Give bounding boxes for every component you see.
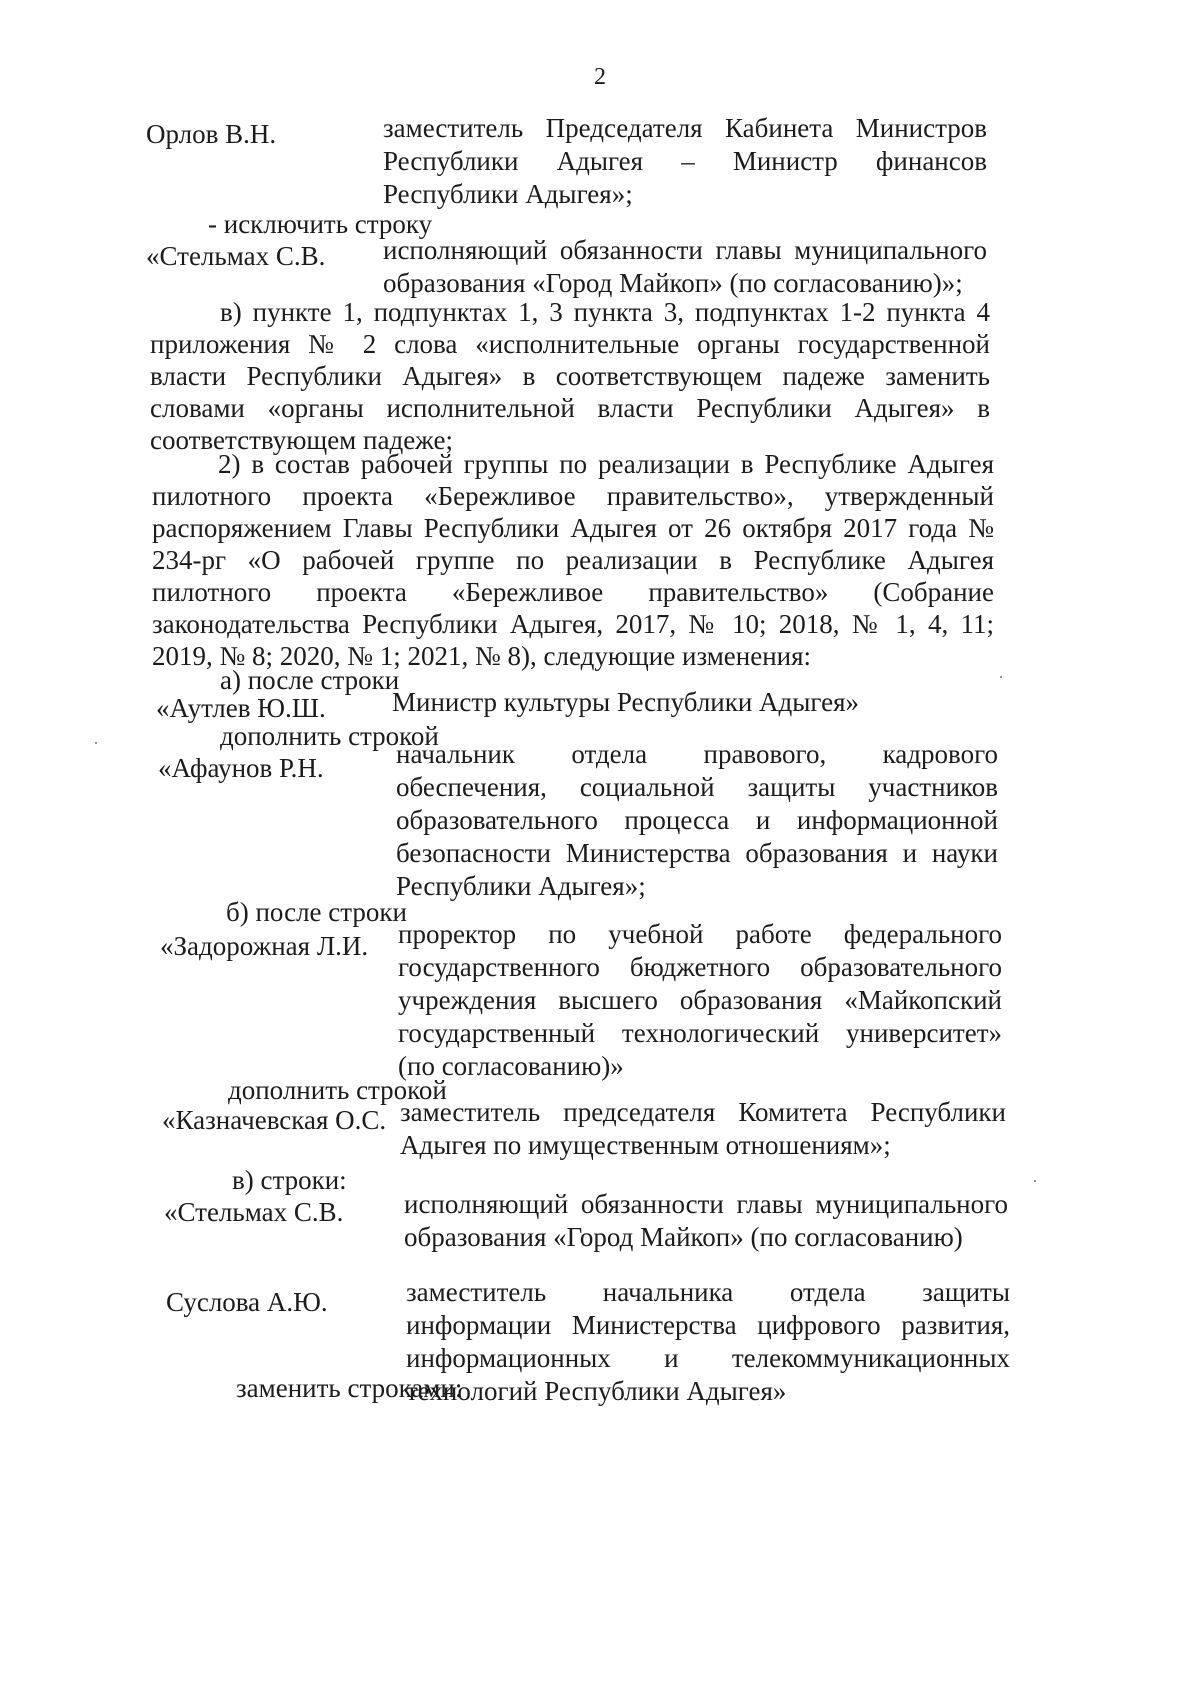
scan-speck <box>95 742 97 744</box>
scan-speck <box>1034 1180 1036 1182</box>
entry-name-stelmakh-1: «Стельмах С.В. <box>146 241 326 271</box>
entry-name-suslova: Суслова А.Ю. <box>166 1287 328 1317</box>
entry-desc-afaunov: начальник отдела правового, кадрового обеспечения, социальной защиты участников образовательного процесса и информационной безопасности Министерства образования и науки Республики Адыгея»; <box>396 739 998 901</box>
entry-desc-stelmakh-2: исполняющий обязанности главы муниципального образования «Город Майкоп» (по согласованию) <box>404 1189 1008 1252</box>
entry-desc-orlov: заместитель Председателя Кабинета Министров Республики Адыгея – Министр финансов Республики Адыгея»; <box>383 113 987 209</box>
entry-name-stelmakh-2: «Стельмах С.В. <box>164 1197 344 1227</box>
entry-name-zadorozhnaya: «Задорожная Л.И. <box>160 931 369 961</box>
paragraph-2: 2) в состав рабочей группы по реализации в Республике Адыгея пилотного проекта «Бережливое правительство», утвержденный распоряжением Главы Республики Адыгея от 26 октября 2017 года № 234-рг «О рабочей группе по реализации в Республике Адыгея пилотного проекта «Бережливое правительство» (Собрание законодательства Республики Адыгея, 2017, № 10; 2018, № 1, 4, 11; 2019, № 8; 2020, № 1; 2021, № 8), следующие изменения: <box>152 449 994 671</box>
scan-speck <box>1000 676 1002 678</box>
entry-name-autlev: «Аутлев Ю.Ш. <box>156 693 326 723</box>
page-number: 2 <box>594 64 606 90</box>
after-line-a: а) после строки <box>220 665 400 695</box>
lines-v: в) строки: <box>232 1165 347 1195</box>
entry-desc-zadorozhnaya: проректор по учебной работе федерального государственного бюджетного образовательного учреждения высшего образования «Майкопский государственный технологический университет» (по согласованию)» <box>398 919 1002 1081</box>
after-line-b: б) после строки <box>226 897 407 927</box>
paragraph-v: в) пункте 1, подпунктах 1, 3 пункта 3, подпунктах 1-2 пункта 4 приложения № 2 слова «исполнительные органы государственной власти Республики Адыгея» в соответствующем падеже заменить словами «органы исполнительной власти Республики Адыгея» в соответствующем падеже; <box>150 297 990 455</box>
add-line-1: дополнить строкой <box>220 721 439 751</box>
exclude-line: - исключить строку <box>208 209 433 239</box>
replace-line: заменить строками: <box>236 1373 463 1403</box>
add-line-2: дополнить строкой <box>228 1075 447 1105</box>
entry-desc-kaznachevskaya: заместитель председателя Комитета Республики Адыгея по имущественным отношениям»; <box>400 1097 1006 1160</box>
entry-name-orlov: Орлов В.Н. <box>146 119 277 149</box>
entry-desc-stelmakh-1: исполняющий обязанности главы муниципального образования «Город Майкоп» (по согласованию)»; <box>383 235 987 298</box>
entry-desc-autlev: Министр культуры Республики Адыгея» <box>392 687 860 717</box>
entry-desc-suslova: заместитель начальника отдела защиты информации Министерства цифрового развития, информационных и телекоммуникационных технологий Республики Адыгея» <box>406 1277 1010 1406</box>
entry-name-afaunov: «Афаунов Р.Н. <box>158 753 324 783</box>
entry-name-kaznachevskaya: «Казначевская О.С. <box>162 1105 387 1135</box>
